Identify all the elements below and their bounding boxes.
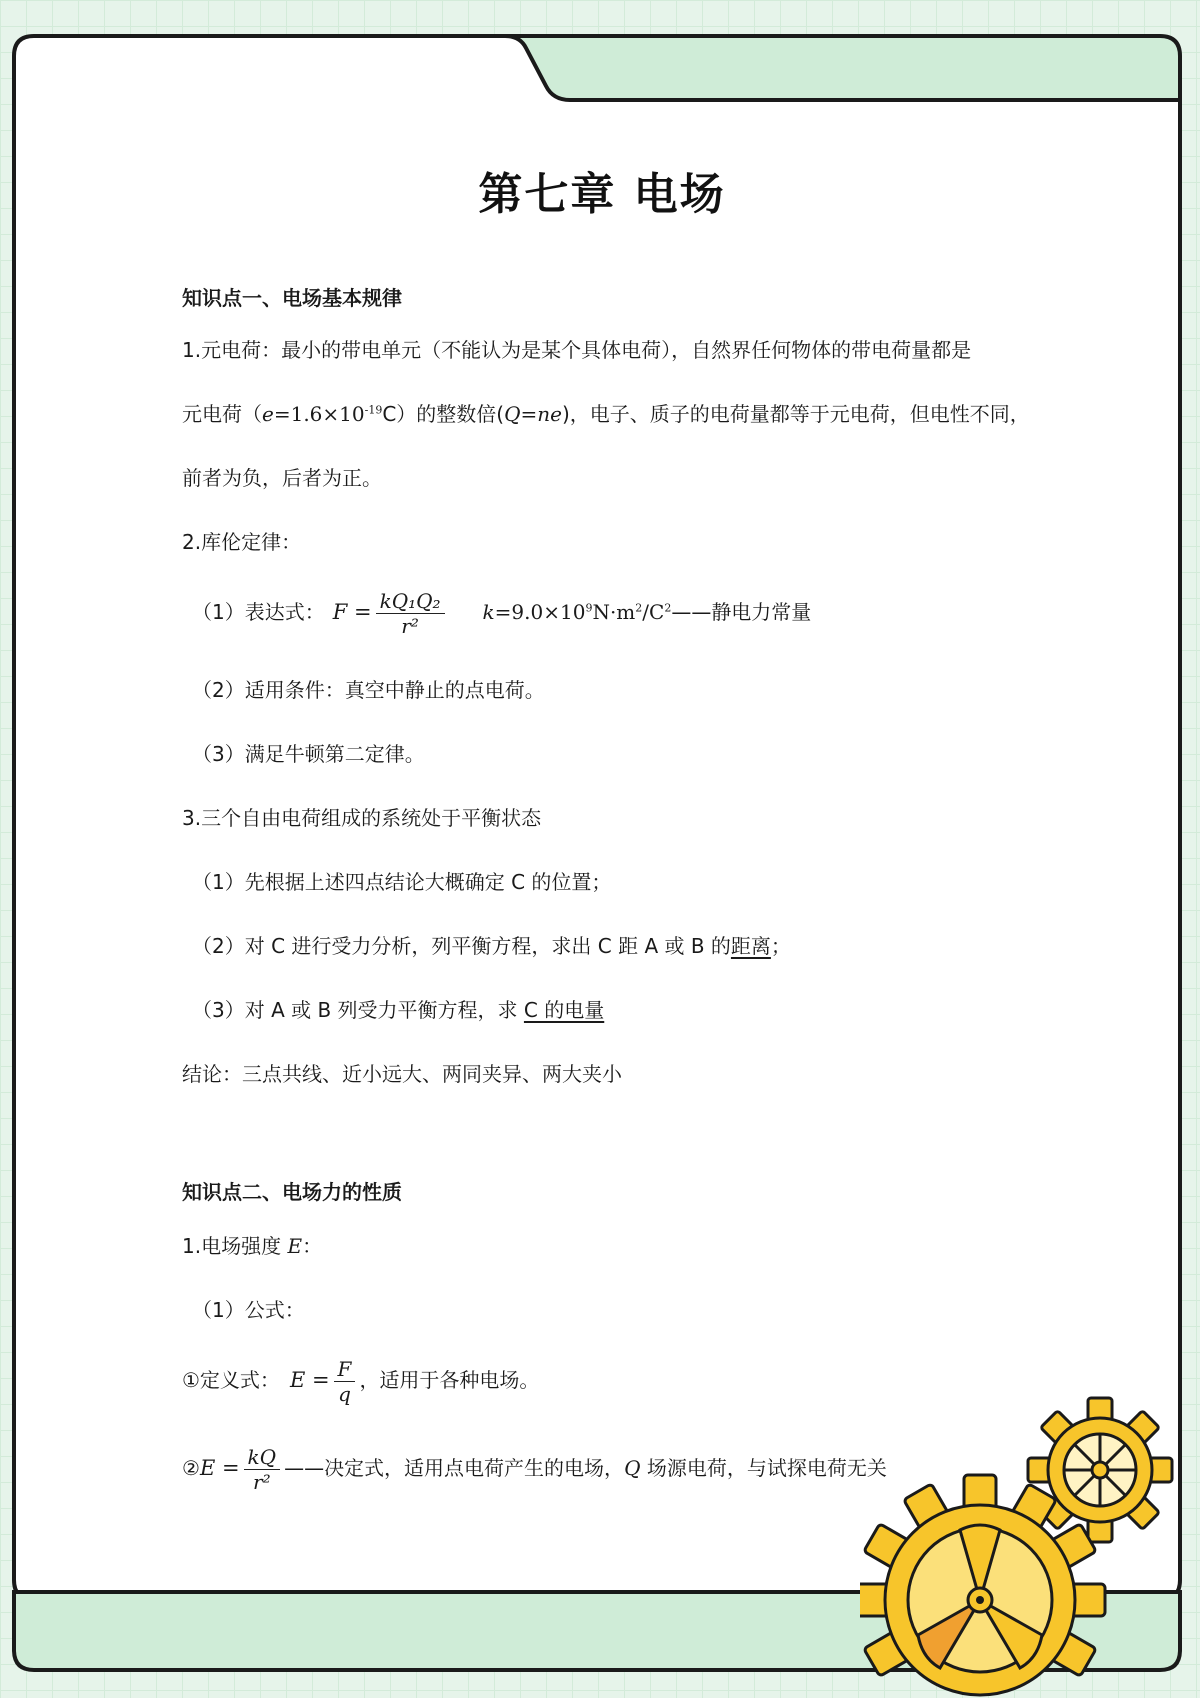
definition-formula: ①定义式： E = $\frac{F}{q}$ ，适用于各种电场。 [182, 1357, 540, 1406]
gears-decoration [860, 1375, 1200, 1698]
s1-p1-line1: 1.元电荷：最小的带电单元（不能认为是某个具体电荷），自然界任何物体的带电荷量都是 [182, 338, 972, 362]
s1-p2: 2.库伦定律： [182, 530, 302, 554]
determination-fraction: $\frac{kQ}{\text{r²}}$ [244, 1445, 281, 1494]
coulomb-formula: （1）表达式： F = $\frac{\text{kQ₁Q₂}}{\text{r²}}$ $k=9.0\times 10^9N\cdot m^2/C^2——$静电力常量 [192, 589, 812, 638]
determination-formula: ②E = $\frac{kQ}{\text{r²}}$ ——决定式，适用点电荷产生的电场，Q 场源电荷，与试探电荷无关 [182, 1445, 887, 1494]
section1-heading: 知识点一、电场基本规律 [182, 286, 402, 310]
s2-p1: 1.电场强度 E： [182, 1234, 323, 1258]
definition-fraction: $\frac{F}{q}$ [334, 1357, 356, 1406]
s1-p1-line3: 前者为负，后者为正。 [182, 466, 382, 490]
page-title: 第七章 电场 [478, 169, 726, 220]
s1-p3-1: （1）先根据上述四点结论大概确定 C 的位置； [192, 870, 612, 894]
s1-p2-2: （2）适用条件：真空中静止的点电荷。 [192, 678, 545, 702]
coulomb-fraction: $\frac{\text{kQ₁Q₂}}{\text{r²}}$ [376, 589, 445, 638]
s1-conclusion: 结论：三点共线、近小远大、两同夹异、两大夹小 [182, 1062, 622, 1086]
s1-p3-2: （2）对 C 进行受力分析，列平衡方程，求出 C 距 A 或 B 的距离； [192, 934, 791, 958]
section2-heading: 知识点二、电场力的性质 [182, 1180, 402, 1204]
s1-p3-3: （3）对 A 或 B 列受力平衡方程，求 C 的电量 [192, 998, 605, 1022]
s1-p3: 3.三个自由电荷组成的系统处于平衡状态 [182, 806, 542, 830]
header-tab [505, 36, 1180, 100]
s1-p1-line2: 元电荷$(e=1.6\times 10^{-19}C)$的整数倍(Q=ne)，电子、质子的电荷量都等于元电荷，但电性不同， [182, 402, 1030, 426]
small-gear-icon [1028, 1398, 1172, 1542]
s2-p1-1: （1）公式： [192, 1298, 305, 1322]
s1-p2-3: （3）满足牛顿第二定律。 [192, 742, 425, 766]
